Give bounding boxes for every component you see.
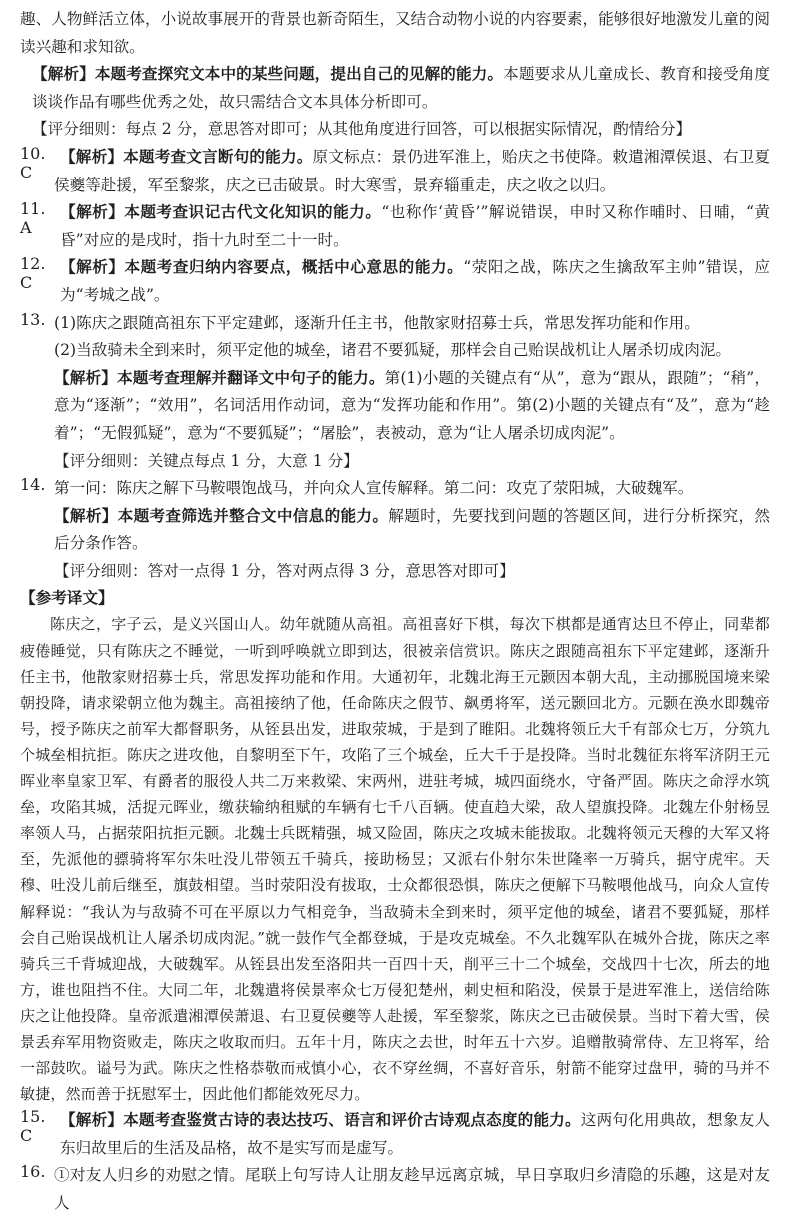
answer-text: (2)当敌骑未全到来时，须平定他的城垒，诸君不要狐疑，那样会自己贻误战机让人屠杀切成肉泥。 bbox=[54, 341, 732, 360]
answer-text bbox=[60, 254, 770, 309]
answer-text bbox=[60, 1107, 770, 1162]
question-number: 13. bbox=[20, 309, 46, 329]
analysis-text: “也称作‘黄昏’”解说错误，申时又称作晡时、日晡，“黄昏”对应的是戌时，指十九时至二十一时。 bbox=[60, 203, 770, 249]
analysis-text: “荥阳之战，陈庆之生擒敌军主帅”错误，应为“考城之战”。 bbox=[60, 258, 770, 304]
question-12 bbox=[20, 254, 770, 309]
question-number: 15. C bbox=[20, 1107, 46, 1146]
answer-text bbox=[60, 199, 770, 254]
question-number: 16. bbox=[20, 1162, 46, 1182]
analysis-text: 本题要求从儿童成长、教育和接受角度谈谈作品有哪些优秀之处，故只需结合文本具体分析即可。 bbox=[32, 65, 770, 111]
question-10 bbox=[20, 144, 770, 199]
analysis-label: 【解析】本题考查归纳内容要点，概括中心意思的能力。 bbox=[60, 258, 464, 277]
analysis-text: 这两句化用典故，想象友人东归故里后的生活及品格，故不是实写而是虚写。 bbox=[60, 1111, 770, 1157]
analysis-label: 【解析】本题考查筛选并整合文中信息的能力。 bbox=[54, 506, 389, 525]
text-line: 趣、人物鲜活立体，小说故事展开的背景也新奇陌生，又结合动物小说的内容要素，能够很好地激发儿童的阅读兴趣和求知欲。 bbox=[20, 10, 770, 56]
scoring-rule: 【评分细则：关键点每点 1 分，大意 1 分】 bbox=[54, 451, 359, 470]
scoring-rule: 【评分细则：答对一点得 1 分，答对两点得 3 分，意思答对即可】 bbox=[54, 561, 515, 580]
analysis-paragraph bbox=[20, 61, 770, 116]
question-16 bbox=[20, 1162, 770, 1217]
answer-text bbox=[54, 144, 770, 199]
question-13 bbox=[20, 310, 770, 476]
answer-text: (1)陈庆之跟随高祖东下平定建邺，逐渐升任主书，他散家财招募士兵，常思发挥功能和作用。 bbox=[54, 313, 700, 332]
question-number: 12. C bbox=[20, 254, 46, 293]
reference-translation-title: 【参考译文】 bbox=[20, 589, 114, 608]
analysis-text: 解题时，先要找到问题的答题区间，进行分析探究，然后分条作答。 bbox=[54, 506, 770, 553]
answer-block bbox=[54, 475, 770, 585]
question-number: 10. C bbox=[20, 143, 46, 182]
analysis-label: 【解析】本题考查探究文本中的某些问题，提出自己的见解的能力。 bbox=[32, 65, 504, 84]
analysis-text: 第(1)小题的关键点有“从”，意为“跟从，跟随”；“稍”，意为“逐渐”；“效用”，名词活用作动词，意为“发挥功能和作用”。第(2)小题的关键点有“及”，意为“趁着”；“无假狐疑”，意为“不要狐疑”；“屠脍”，表被动，意为“让人屠杀切成肉泥”。 bbox=[54, 368, 770, 442]
question-number: 11. A bbox=[20, 199, 46, 238]
question-11 bbox=[20, 199, 770, 254]
analysis-label: 【解析】本题考查文言断句的能力。 bbox=[60, 147, 313, 166]
answer-block bbox=[54, 310, 770, 476]
question-14 bbox=[20, 475, 770, 585]
analysis-label: 【解析】本题考查识记古代文化知识的能力。 bbox=[60, 203, 382, 222]
analysis-text: 原文标点：景仍进军淮上，贻庆之书使降。敕遣湘潭侯退、右卫夏侯夔等赴援，军至黎浆，庆之已击破景。时大寒雪，景弃辎重走，庆之收之以归。 bbox=[54, 147, 770, 194]
analysis-paragraph bbox=[54, 503, 770, 558]
analysis-label: 【解析】本题考查鉴赏古诗的表达技巧、语言和评价古诗观点态度的能力。 bbox=[60, 1111, 581, 1130]
question-number: 14. bbox=[20, 475, 46, 495]
question-15 bbox=[20, 1107, 770, 1162]
analysis-paragraph bbox=[54, 365, 770, 448]
analysis-label: 【解析】本题考查理解并翻译文中句子的能力。 bbox=[54, 368, 385, 387]
answer-text: ①对友人归乡的劝慰之情。尾联上句写诗人让朋友趁早远离京城，早日享取归乡清隐的乐趣，这是对友人 bbox=[54, 1166, 770, 1213]
scoring-rule: 【评分细则：每点 2 分，意思答对即可；从其他角度进行回答，可以根据实际情况，酌情给分】 bbox=[32, 120, 692, 139]
answer-text: 第一问：陈庆之解下马鞍喂饱战马，并向众人宣传解释。第二问：攻克了荥阳城，大破魏军。 bbox=[54, 479, 694, 498]
reference-translation: 陈庆之，字子云，是义兴国山人。幼年就随从高祖。高祖喜好下棋，每次下棋都是通宵达旦不停止，同辈都疲倦睡觉，只有陈庆之不睡觉，一听到呼唤就立即到达，很被亲信赏识。陈庆之跟随高祖东下平定建邺，逐渐升任主书，他散家财招募士兵，常思发挥功能和作用。大通初年，北魏北海王元颢因本朝大乱，主动挪脱国境来梁朝投降，请求梁朝立他为魏主。高祖接纳了他，任命陈庆之假节、飙勇将军，送元颢回北方。元颢在涣水即魏帝号，授予陈庆之前军大都督职务，从铚县出发，进取荥城，于是到了睢阳。北魏将领丘大千有部众七万，分筑九个城垒相抗拒。陈庆之进攻他，自黎明至下午，攻陷了三个城垒，丘大千于是投降。当时北魏征东将军济阴王元晖业率皇家卫军、有爵者的服役人共二万来救梁、宋两州，进驻考城，城四面绕水，守备严固。陈庆之命浮水筑垒，攻陷其城，活捉元晖业，缴获输纳租赋的车辆有七千八百辆。使直趋大梁，敌人望旗投降。北魏左仆射杨昱率领人马，占据荥阳抗拒元颢。北魏士兵既精强，城又险固，陈庆之攻城未能拔取。北魏将领元天穆的大军又将至，先派他的骠骑将军尔朱吐没儿带领五千骑兵，接助杨昱；又派右仆射尔朱世隆率一万骑兵，据守虎牢。天穆、吐没儿前后继至，旗鼓相望。当时荥阳没有拔取，士众都很恐惧，陈庆之便解下马鞍喂他战马，向众人宣传解释说：“我认为与敌骑不可在平原以力气相竞争，当敌骑未全到来时，须平定他的城垒，诸君不要狐疑，那样会自己贻误战机让人屠杀切成肉泥。”就一鼓作气全都登城，于是攻克城垒。不久北魏军队在城外合拢，陈庆之率骑兵三千背城迎战，大破魏军。从铚县出发至洛阳共一百四十天，削平三十二个城垒，交战四十七次，所去的地方，谁也阻挡不住。大同二年，北魏遣将侯景率众七万侵犯楚州，刺史桓和陷没，侯景于是进军淮上，送信给陈庆之让他投降。皇帝派遣湘潭侯萧退、右卫夏侯夔等人赴援，军至黎浆，陈庆之已击破侯景。当时下着大雪，侯景丢弃军用物资败走，陈庆之收取而归。五年十月，陈庆之去世，时年五十六岁。追赠散骑常侍、左卫将军，给一部鼓吹。谥号为武。陈庆之性格恭敬而戒慎小心，衣不穿丝绸，不喜好音乐，射箭不能穿过盘甲，骑的马并不敏捷，然而善于抚慰军士，因此他们都能效死尽力。 bbox=[20, 615, 770, 1104]
